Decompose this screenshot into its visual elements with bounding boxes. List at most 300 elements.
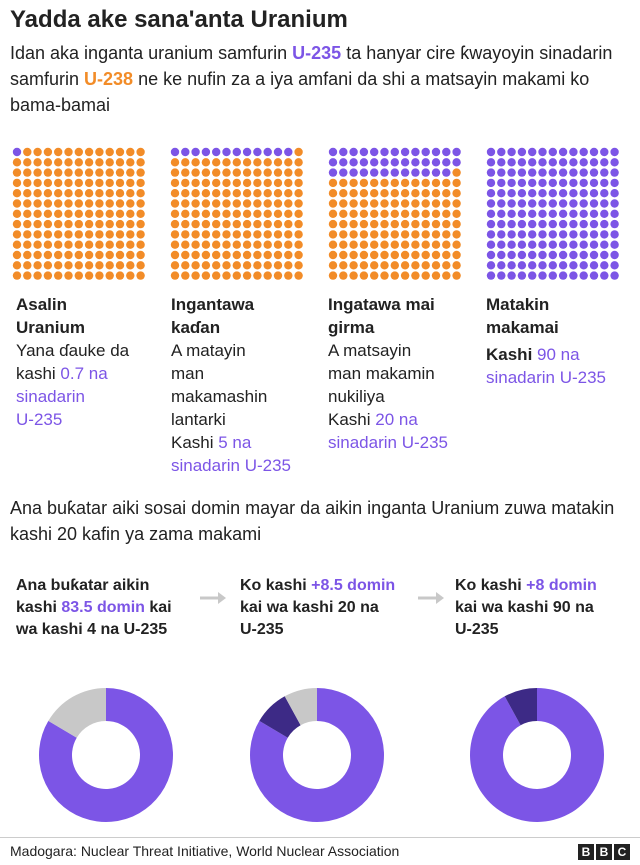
uranium-dot — [360, 168, 368, 176]
uranium-dot — [391, 251, 399, 259]
uranium-dot — [538, 210, 546, 218]
uranium-dot — [181, 251, 189, 259]
uranium-dot — [116, 168, 124, 176]
uranium-dot — [507, 189, 515, 197]
uranium-dot — [253, 158, 261, 166]
uranium-dot — [171, 158, 179, 166]
uranium-dot — [233, 158, 241, 166]
uranium-dot — [411, 148, 419, 156]
column-heading — [486, 293, 636, 339]
body-highlight: 5 na — [218, 433, 252, 452]
uranium-dot — [294, 179, 302, 187]
uranium-dot — [44, 220, 52, 228]
uranium-dot — [538, 158, 546, 166]
uranium-dot — [233, 148, 241, 156]
uranium-dot — [294, 168, 302, 176]
uranium-dot — [75, 210, 83, 218]
uranium-dot — [171, 241, 179, 249]
uranium-dot — [497, 158, 505, 166]
uranium-dot — [349, 189, 357, 197]
uranium-dot — [559, 168, 567, 176]
uranium-dot — [136, 271, 144, 279]
uranium-dot — [370, 189, 378, 197]
uranium-dot — [610, 179, 618, 187]
uranium-dot — [422, 179, 430, 187]
step-highlight: +8.5 domin — [311, 577, 396, 594]
uranium-dot — [339, 210, 347, 218]
uranium-dot — [116, 158, 124, 166]
uranium-dot — [136, 189, 144, 197]
uranium-dot — [487, 148, 495, 156]
uranium-dot — [559, 251, 567, 259]
uranium-dot — [391, 220, 399, 228]
uranium-dot — [284, 271, 292, 279]
uranium-dot — [339, 230, 347, 238]
uranium-dot — [126, 230, 134, 238]
donut-chart-step-2 — [249, 687, 385, 823]
uranium-dot — [233, 261, 241, 269]
subtitle — [10, 40, 630, 118]
uranium-dot — [64, 189, 72, 197]
uranium-dot — [264, 251, 272, 259]
uranium-dot — [13, 271, 21, 279]
uranium-dot — [294, 230, 302, 238]
uranium-dot — [126, 158, 134, 166]
column-heading — [171, 293, 321, 339]
uranium-dot — [116, 230, 124, 238]
uranium-dot — [549, 158, 557, 166]
uranium-dot — [106, 271, 114, 279]
uranium-dot — [569, 179, 577, 187]
uranium-dot — [181, 189, 189, 197]
uranium-dot — [487, 179, 495, 187]
uranium-dot — [181, 148, 189, 156]
step-line: U-235 — [455, 621, 499, 638]
uranium-dot — [590, 230, 598, 238]
uranium-dot — [126, 271, 134, 279]
uranium-dot — [538, 189, 546, 197]
uranium-dot — [212, 168, 220, 176]
uranium-dot — [528, 261, 536, 269]
uranium-dot — [171, 271, 179, 279]
uranium-dot — [202, 251, 210, 259]
uranium-dot — [64, 241, 72, 249]
uranium-dot — [411, 158, 419, 166]
uranium-dot — [518, 148, 526, 156]
uranium-dot — [610, 230, 618, 238]
uranium-dot — [116, 251, 124, 259]
uranium-dot — [360, 271, 368, 279]
uranium-dot — [549, 261, 557, 269]
uranium-dot — [85, 261, 93, 269]
uranium-dot — [569, 251, 577, 259]
uranium-dot — [380, 168, 388, 176]
uranium-dot — [44, 179, 52, 187]
uranium-dot — [411, 168, 419, 176]
uranium-dot — [222, 148, 230, 156]
uranium-dot — [452, 261, 460, 269]
uranium-dot — [538, 271, 546, 279]
dot-grid-highly-enriched — [328, 147, 462, 281]
uranium-dot — [274, 261, 282, 269]
body-line: lantarki — [171, 410, 226, 429]
uranium-dot — [181, 230, 189, 238]
uranium-dot — [580, 179, 588, 187]
uranium-dot — [294, 251, 302, 259]
uranium-dot — [590, 189, 598, 197]
uranium-dot — [549, 210, 557, 218]
uranium-dot — [106, 199, 114, 207]
uranium-dot — [202, 148, 210, 156]
uranium-dot — [360, 220, 368, 228]
uranium-dot — [422, 189, 430, 197]
column-natural — [16, 293, 166, 431]
uranium-dot — [126, 189, 134, 197]
uranium-dot — [590, 199, 598, 207]
uranium-dot — [600, 241, 608, 249]
uranium-dot — [75, 251, 83, 259]
uranium-dot — [274, 158, 282, 166]
uranium-dot — [136, 179, 144, 187]
uranium-dot — [23, 261, 31, 269]
step-line: U-235 — [240, 621, 284, 638]
uranium-dot — [487, 210, 495, 218]
uranium-dot — [497, 179, 505, 187]
uranium-dot — [600, 271, 608, 279]
uranium-dot — [13, 168, 21, 176]
uranium-dot — [253, 210, 261, 218]
uranium-dot — [13, 199, 21, 207]
uranium-dot — [432, 261, 440, 269]
heading-line: makamai — [486, 318, 559, 337]
uranium-dot — [116, 210, 124, 218]
uranium-dot — [349, 210, 357, 218]
uranium-dot — [95, 179, 103, 187]
uranium-dot — [95, 148, 103, 156]
uranium-dot — [233, 220, 241, 228]
uranium-dot — [95, 271, 103, 279]
uranium-dot — [233, 271, 241, 279]
uranium-dot — [274, 148, 282, 156]
uranium-dot — [590, 241, 598, 249]
uranium-dot — [171, 261, 179, 269]
uranium-dot — [600, 189, 608, 197]
uranium-dot — [401, 251, 409, 259]
uranium-dot — [191, 261, 199, 269]
uranium-dot — [329, 158, 337, 166]
uranium-dot — [274, 220, 282, 228]
uranium-dot — [136, 199, 144, 207]
uranium-dot — [580, 271, 588, 279]
step-line: kai wa kashi 20 na — [240, 599, 379, 616]
uranium-dot — [549, 230, 557, 238]
uranium-dot — [549, 241, 557, 249]
body-line: Kashi — [486, 345, 538, 364]
uranium-dot — [171, 251, 179, 259]
uranium-dot — [401, 271, 409, 279]
uranium-dot — [528, 241, 536, 249]
uranium-dot — [391, 168, 399, 176]
uranium-dot — [274, 241, 282, 249]
uranium-dot — [212, 199, 220, 207]
uranium-dot — [360, 158, 368, 166]
uranium-dot — [106, 230, 114, 238]
uranium-dot — [44, 158, 52, 166]
body-highlight: sinadarin — [16, 387, 85, 406]
uranium-dot — [349, 220, 357, 228]
uranium-dot — [538, 179, 546, 187]
uranium-dot — [253, 261, 261, 269]
uranium-dot — [569, 220, 577, 228]
uranium-dot — [222, 210, 230, 218]
column-weapons-grade — [486, 293, 636, 389]
uranium-dot — [329, 220, 337, 228]
uranium-dot — [233, 189, 241, 197]
uranium-dot — [580, 158, 588, 166]
uranium-dot — [360, 210, 368, 218]
uranium-dot — [54, 220, 62, 228]
uranium-dot — [294, 189, 302, 197]
uranium-dot — [264, 179, 272, 187]
uranium-dot — [171, 189, 179, 197]
uranium-dot — [264, 199, 272, 207]
uranium-dot — [538, 241, 546, 249]
uranium-dot — [349, 271, 357, 279]
uranium-dot — [507, 179, 515, 187]
uranium-dot — [106, 261, 114, 269]
bbc-logo — [578, 844, 630, 860]
dot-grid-low-enriched — [170, 147, 304, 281]
uranium-dot — [85, 168, 93, 176]
uranium-dot — [422, 241, 430, 249]
uranium-dot — [411, 199, 419, 207]
uranium-dot — [339, 168, 347, 176]
uranium-dot — [528, 210, 536, 218]
uranium-dot — [370, 148, 378, 156]
uranium-dot — [23, 168, 31, 176]
uranium-dot — [442, 271, 450, 279]
uranium-dot — [590, 158, 598, 166]
uranium-dot — [212, 189, 220, 197]
uranium-dot — [487, 158, 495, 166]
uranium-dot — [329, 230, 337, 238]
dot-grid-weapons-grade — [486, 147, 620, 281]
step-2-text — [240, 575, 395, 641]
uranium-dot — [329, 199, 337, 207]
uranium-dot — [600, 148, 608, 156]
heading-line: Ingantawa — [171, 295, 255, 314]
uranium-dot — [191, 230, 199, 238]
uranium-dot — [600, 220, 608, 228]
uranium-dot — [590, 148, 598, 156]
uranium-dot — [580, 230, 588, 238]
uranium-dot — [85, 241, 93, 249]
uranium-dot — [212, 148, 220, 156]
uranium-dot — [13, 251, 21, 259]
uranium-dot — [54, 230, 62, 238]
body-line: makamashin — [171, 387, 268, 406]
uranium-dot — [95, 251, 103, 259]
uranium-dot — [610, 241, 618, 249]
body-line: A matsayin — [328, 341, 412, 360]
uranium-dot — [243, 189, 251, 197]
uranium-dot — [339, 189, 347, 197]
uranium-dot — [243, 261, 251, 269]
uranium-dot — [264, 241, 272, 249]
uranium-dot — [233, 241, 241, 249]
uranium-dot — [13, 230, 21, 238]
uranium-dot — [171, 179, 179, 187]
uranium-dot — [339, 220, 347, 228]
uranium-dot — [380, 199, 388, 207]
uranium-dot — [401, 230, 409, 238]
uranium-dot — [507, 199, 515, 207]
uranium-dot — [264, 271, 272, 279]
uranium-dot — [243, 148, 251, 156]
uranium-dot — [222, 220, 230, 228]
source-credit: Madogara: Nuclear Threat Initiative, World Nuclear Association — [10, 843, 400, 859]
uranium-dot — [580, 261, 588, 269]
uranium-dot — [549, 220, 557, 228]
uranium-dot — [339, 251, 347, 259]
body-line: kashi — [16, 364, 61, 383]
uranium-dot — [538, 148, 546, 156]
uranium-dot — [559, 241, 567, 249]
uranium-dot — [528, 199, 536, 207]
uranium-dot — [432, 168, 440, 176]
uranium-dot — [243, 199, 251, 207]
uranium-dot — [401, 158, 409, 166]
uranium-dot — [590, 261, 598, 269]
uranium-dot — [549, 148, 557, 156]
uranium-dot — [44, 189, 52, 197]
uranium-dot — [181, 271, 189, 279]
uranium-dot — [116, 261, 124, 269]
uranium-dot — [274, 189, 282, 197]
uranium-dot — [549, 189, 557, 197]
uranium-dot — [126, 179, 134, 187]
uranium-dot — [64, 220, 72, 228]
uranium-dot — [497, 230, 505, 238]
uranium-dot — [274, 179, 282, 187]
uranium-dot — [432, 199, 440, 207]
uranium-dot — [339, 271, 347, 279]
uranium-dot — [181, 241, 189, 249]
uranium-dot — [126, 220, 134, 228]
uranium-dot — [590, 210, 598, 218]
uranium-dot — [580, 241, 588, 249]
uranium-dot — [191, 251, 199, 259]
uranium-dot — [253, 148, 261, 156]
uranium-dot — [487, 220, 495, 228]
uranium-dot — [329, 148, 337, 156]
uranium-dot — [191, 220, 199, 228]
uranium-dot — [452, 230, 460, 238]
subtitle-text-3: ne ke nufin za a iya amfani da shi a matsayin makami ko bama-bamai — [10, 69, 590, 115]
logo-letter: B — [578, 844, 594, 860]
step-1-text — [16, 575, 172, 641]
body-line: Yana ɗauke da — [16, 341, 130, 360]
uranium-dot — [274, 230, 282, 238]
uranium-dot — [528, 271, 536, 279]
uranium-dot — [329, 271, 337, 279]
uranium-dot — [13, 210, 21, 218]
uranium-dot — [432, 271, 440, 279]
uranium-dot — [507, 241, 515, 249]
uranium-dot — [380, 251, 388, 259]
uranium-dot — [487, 189, 495, 197]
uranium-dot — [181, 220, 189, 228]
uranium-dot — [518, 220, 526, 228]
uranium-dot — [549, 271, 557, 279]
uranium-dot — [212, 230, 220, 238]
uranium-dot — [191, 148, 199, 156]
uranium-dot — [559, 199, 567, 207]
uranium-dot — [294, 199, 302, 207]
uranium-dot — [497, 251, 505, 259]
uranium-dot — [202, 230, 210, 238]
uranium-dot — [569, 230, 577, 238]
uranium-dot — [181, 261, 189, 269]
uranium-dot — [136, 158, 144, 166]
uranium-dot — [212, 241, 220, 249]
body-line: Kashi — [171, 433, 219, 452]
uranium-dot — [253, 189, 261, 197]
uranium-dot — [569, 199, 577, 207]
uranium-dot — [349, 261, 357, 269]
uranium-dot — [432, 148, 440, 156]
uranium-dot — [54, 148, 62, 156]
uranium-dot — [528, 220, 536, 228]
uranium-dot — [85, 189, 93, 197]
uranium-dot — [569, 189, 577, 197]
uranium-dot — [559, 230, 567, 238]
uranium-dot — [33, 251, 41, 259]
uranium-dot — [452, 189, 460, 197]
uranium-dot — [284, 179, 292, 187]
uranium-dot — [222, 158, 230, 166]
uranium-dot — [284, 261, 292, 269]
uranium-dot — [329, 189, 337, 197]
uranium-dot — [75, 158, 83, 166]
uranium-dot — [253, 241, 261, 249]
uranium-dot — [442, 148, 450, 156]
uranium-dot — [222, 199, 230, 207]
heading-line: Matakin — [486, 295, 550, 314]
uranium-dot — [136, 168, 144, 176]
uranium-dot — [75, 230, 83, 238]
body-line: man — [171, 364, 205, 383]
uranium-dot — [126, 168, 134, 176]
step-line: kai — [144, 599, 172, 616]
uranium-dot — [85, 148, 93, 156]
uranium-dot — [487, 271, 495, 279]
uranium-dot — [452, 199, 460, 207]
uranium-dot — [401, 189, 409, 197]
uranium-dot — [380, 241, 388, 249]
uranium-dot — [442, 179, 450, 187]
uranium-dot — [349, 241, 357, 249]
uranium-dot — [452, 148, 460, 156]
uranium-dot — [497, 189, 505, 197]
uranium-dot — [391, 148, 399, 156]
uranium-dot — [401, 199, 409, 207]
uranium-dot — [538, 199, 546, 207]
uranium-dot — [329, 251, 337, 259]
uranium-dot — [95, 261, 103, 269]
uranium-dot — [23, 158, 31, 166]
uranium-dot — [349, 148, 357, 156]
